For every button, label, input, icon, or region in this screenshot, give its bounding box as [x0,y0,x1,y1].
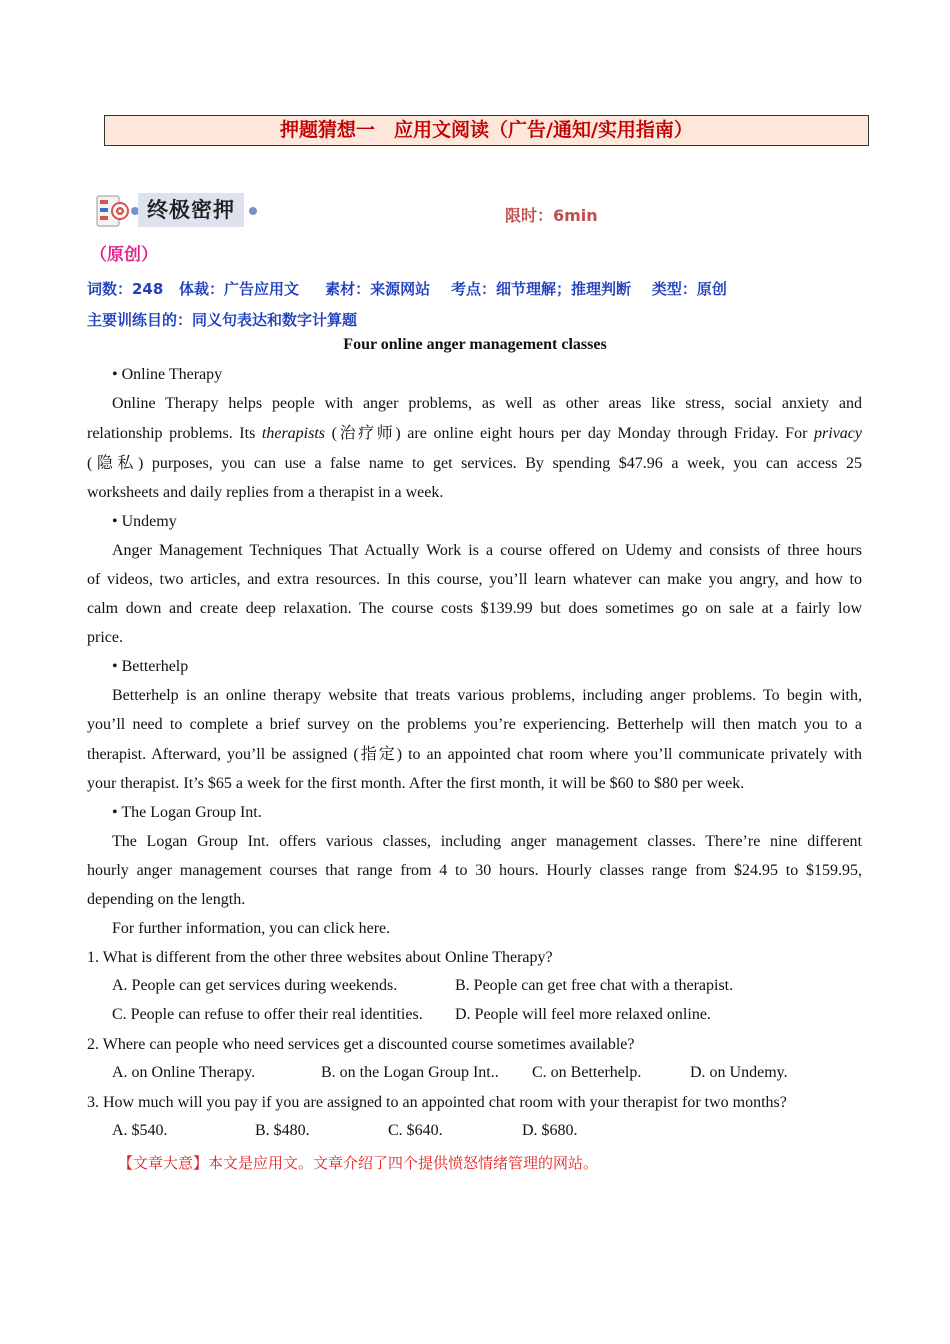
section-heading: • Undemy [112,513,177,530]
option: B. People can get free chat with a therapist. [455,977,734,994]
paragraph-line: depending on the length. [87,891,246,908]
option: A. People can get services during weekends. [112,977,398,994]
option: D. People will feel more relaxed online. [455,1006,711,1023]
section-heading: • Betterhelp [112,658,189,675]
paragraph-line: of videos, two articles, and extra resources. In this course, you’ll learn whatever can make you angry, and how to [87,571,862,588]
time-limit: 限时：6min [505,206,598,225]
paragraph-line: (隐私) purposes, you can use a false name to get services. By spending $47.96 a week, you can access 25 [87,455,862,472]
italic-term: privacy [814,425,862,442]
meta-line: 词数：248 体裁：广告应用文 素材：来源网站 考点：细节理解；推理判断 类型：原创 [87,280,727,298]
paragraph-line: calm down and create deep relaxation. The course costs $139.99 but does sometimes go on sale at a fairly low [87,600,862,617]
original-tag: （原创） [90,245,158,265]
option: B. $480. [255,1122,310,1139]
paragraph-line: your therapist. It’s $65 a week for the first month. After the first month, it will be $60 to $80 per week. [87,775,745,792]
paragraph-line: relationship problems. Its therapists (治疗师) are online eight hours per day Monday through Friday. For privacy [87,425,862,442]
paragraph-line: price. [87,629,123,646]
paragraph-line: Betterhelp is an online therapy website that treats various problems, including anger problems. To begin with, [112,687,862,704]
paragraph-line: you’ll need to complete a brief survey on the problems you’re experiencing. Betterhelp will then match you to a [87,716,862,733]
purpose-line: 主要训练目的：同义句表达和数字计算题 [87,311,358,329]
badge-dot-right [249,207,257,215]
page-title: 押题猜想一 应用文阅读（广告/通知/实用指南） [104,115,869,146]
option: C. $640. [388,1122,443,1139]
option: D. $680. [522,1122,578,1139]
paragraph-line: Online Therapy helps people with anger problems, as well as other areas like stress, social anxiety and [112,395,862,412]
article-title: Four online anger management classes [343,336,607,353]
option: A. on Online Therapy. [112,1064,256,1081]
badge-banner: 终极密押 [138,193,244,227]
paragraph-line: hourly anger management courses that range from 4 to 30 hours. Hourly classes range from $24.95 to $159.95, [87,862,862,879]
section-heading: • Online Therapy [112,366,223,383]
question-stem: 1. What is different from the other three websites about Online Therapy? [87,949,553,966]
option: A. $540. [112,1122,168,1139]
italic-term: therapists [261,425,326,442]
question-stem: 3. How much will you pay if you are assigned to an appointed chat room with your therapist for two months? [87,1094,787,1111]
question-stem: 2. Where can people who need services get a discounted course sometimes available? [87,1036,635,1053]
section-heading: • The Logan Group Int. [112,804,262,821]
option: C. on Betterhelp. [532,1064,642,1081]
summary-line: 【文章大意】本文是应用文。文章介绍了四个提供愤怒情绪管理的网站。 [118,1154,599,1172]
paragraph-line: The Logan Group Int. offers various classes, including anger management classes. There’re nine different [112,833,862,850]
paragraph-line: Anger Management Techniques That Actually Work is a course offered on Udemy and consists of three hours [112,542,862,559]
option: D. on Undemy. [690,1064,788,1081]
paragraph-line: worksheets and daily replies from a therapist in a week. [87,484,444,501]
target-icon [96,194,130,228]
closing-line: For further information, you can click here. [112,920,391,937]
badge [96,193,266,229]
option: C. People can refuse to offer their real identities. [112,1006,423,1023]
option: B. on the Logan Group Int.. [321,1064,499,1081]
paragraph-line: therapist. Afterward, you’ll be assigned (指定) to an appointed chat room where you’ll communicate privately with [87,746,862,763]
